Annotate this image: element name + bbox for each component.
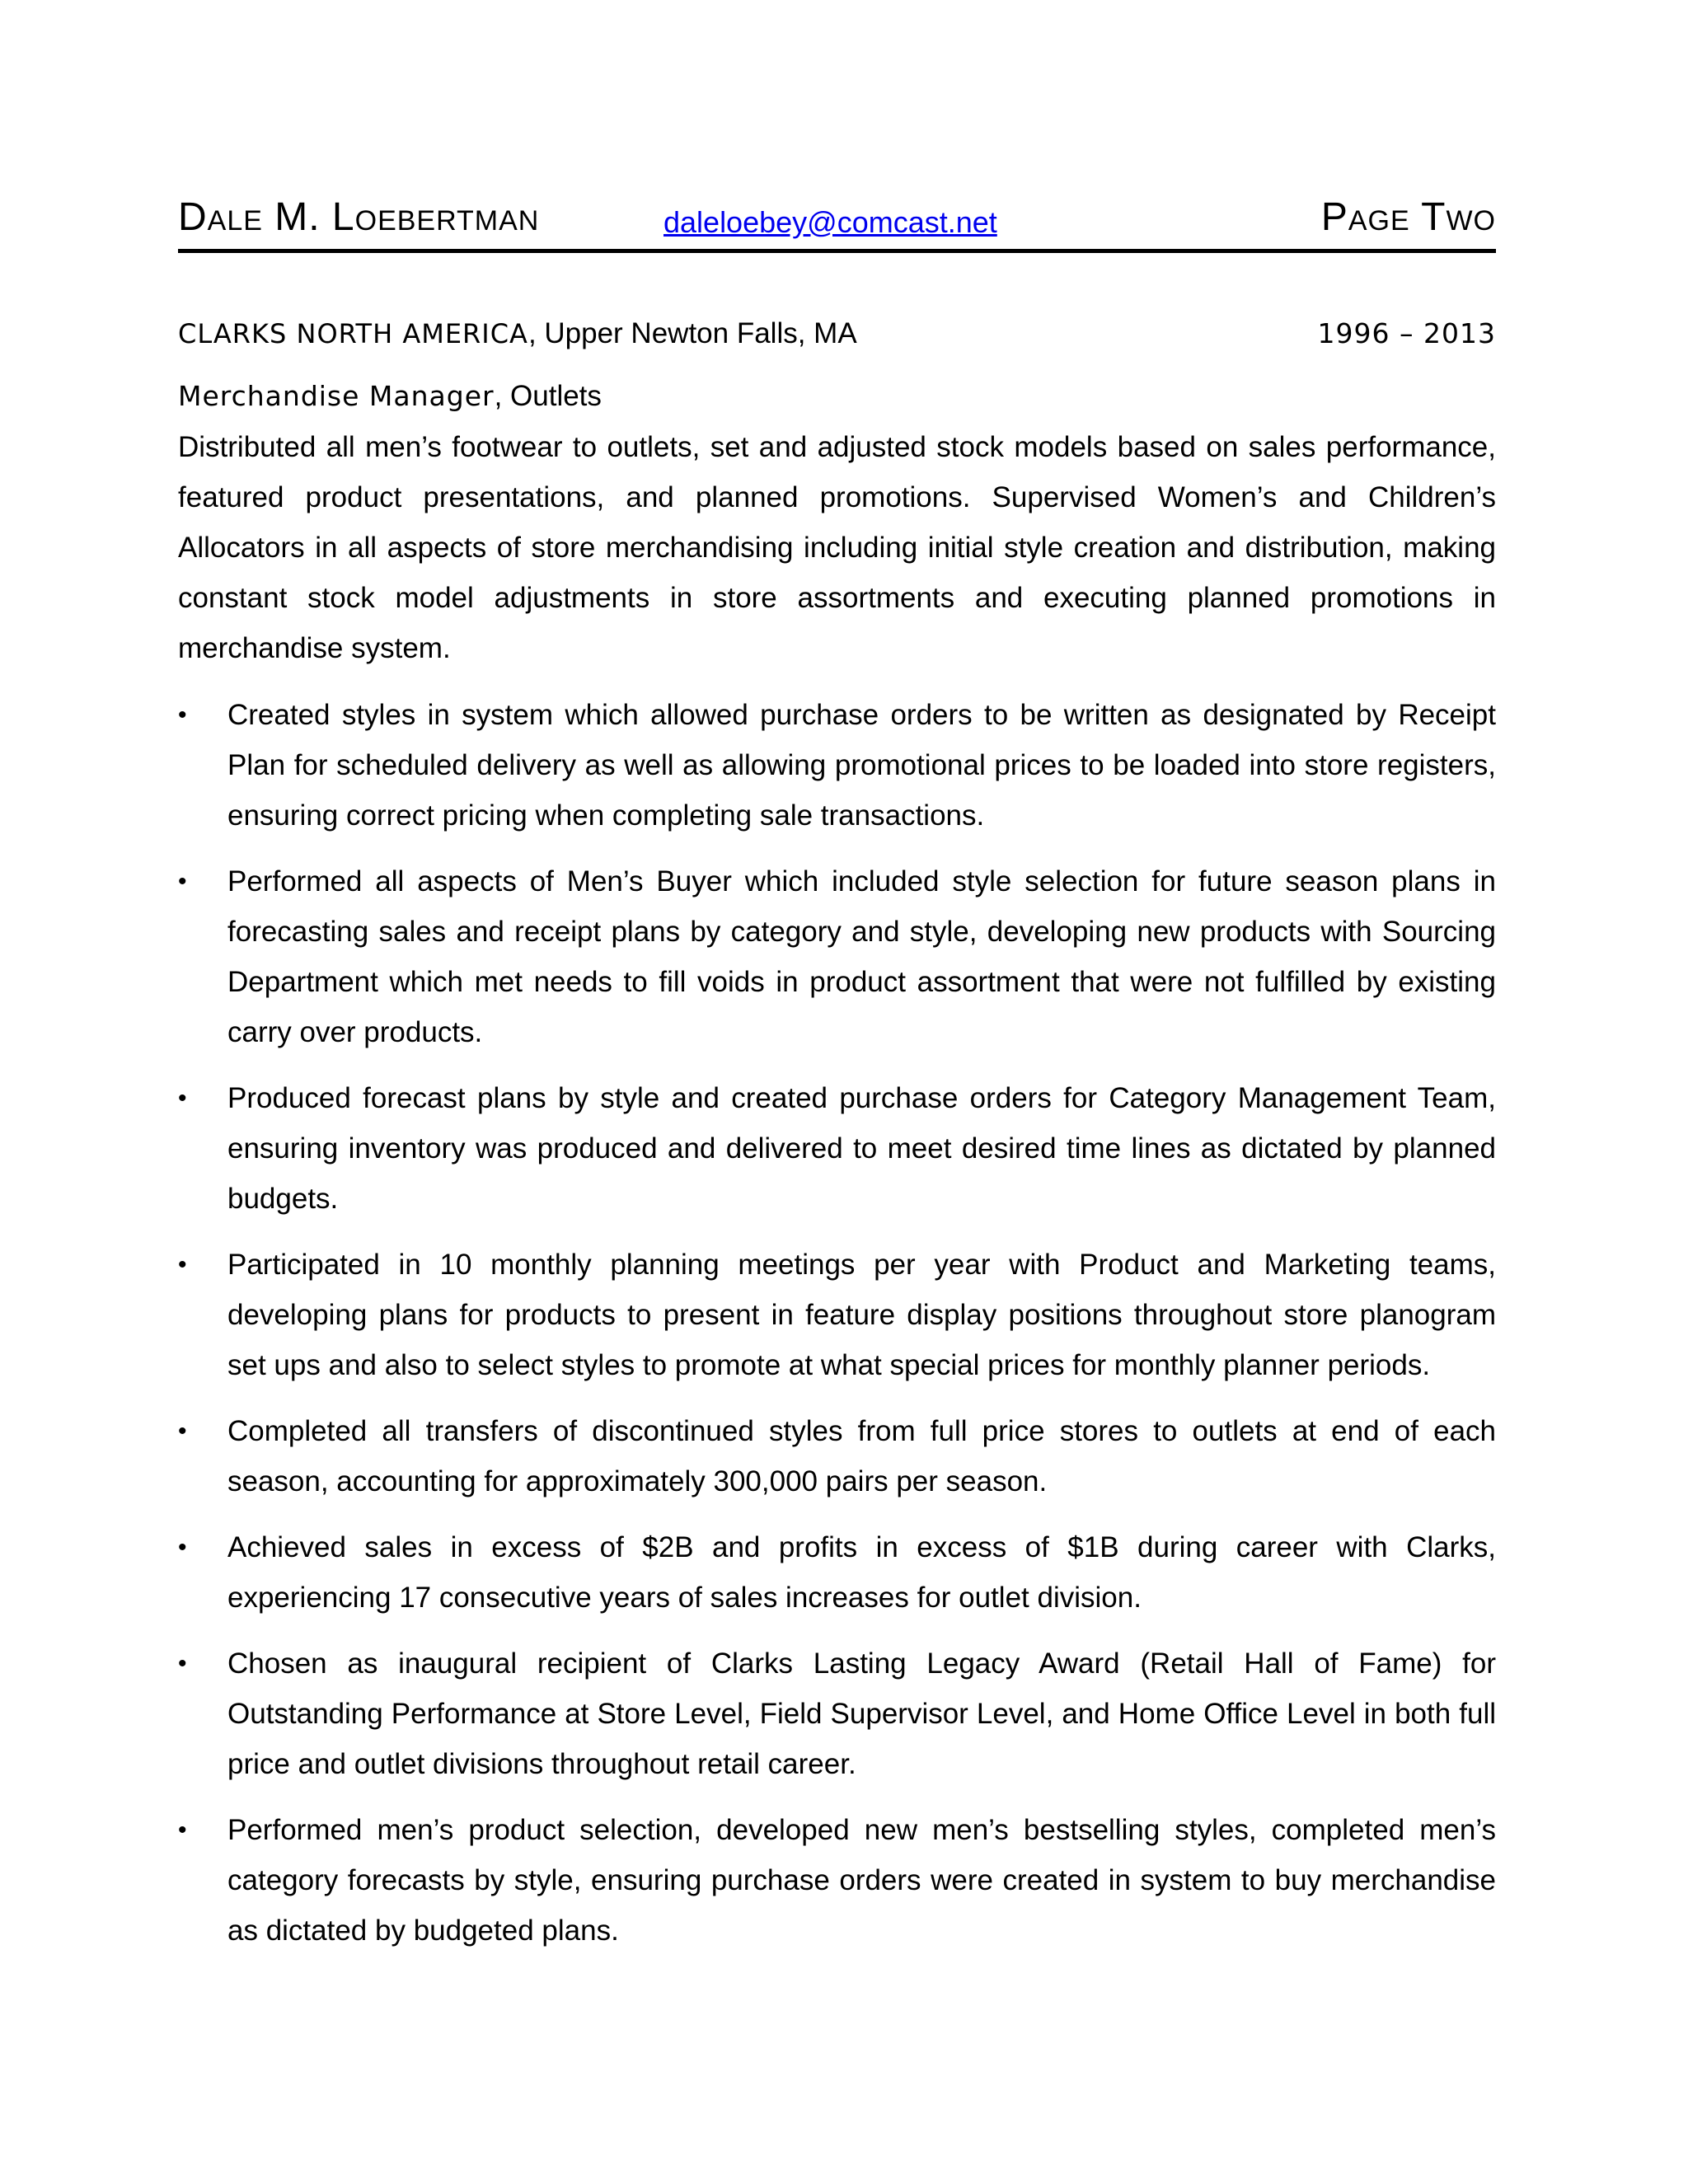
list-item xyxy=(178,1805,1496,1956)
list-item xyxy=(178,1406,1496,1507)
page-content xyxy=(178,194,1496,1971)
list-item-text: Created styles in system which allowed purchase orders to be written as designated by Receipt Plan for scheduled delivery as well as allowing promotional prices to be loaded into store registers, ensuring correct pricing when completing sale transactions. xyxy=(227,699,1496,832)
job-title: Merchandise Manager xyxy=(178,380,495,412)
bullet-icon: • xyxy=(178,868,187,895)
list-item xyxy=(178,690,1496,841)
list-item xyxy=(178,1522,1496,1623)
role-line xyxy=(178,377,1496,415)
list-item xyxy=(178,1073,1496,1224)
company-line xyxy=(178,315,1496,353)
bullet-icon: • xyxy=(178,1251,187,1278)
page-header xyxy=(178,194,1496,253)
bullet-icon: • xyxy=(178,1534,187,1561)
list-item-text: Performed men’s product selection, developed new men’s bestselling styles, completed men’s category forecasts by style, ensuring purchase orders were created in system to buy merchandise as dictated by budgeted plans. xyxy=(227,1814,1496,1947)
bullet-icon: • xyxy=(178,701,187,729)
list-item xyxy=(178,1638,1496,1789)
bullet-icon: • xyxy=(178,1816,187,1844)
company-name: CLARKS NORTH AMERICA xyxy=(178,318,528,349)
bullet-icon: • xyxy=(178,1650,187,1677)
employment-years: 1996 – 2013 xyxy=(1317,317,1496,349)
candidate-name: Dale M. Loebertman xyxy=(178,195,540,239)
company-location: , Upper Newton Falls, MA xyxy=(528,317,857,349)
achievement-list xyxy=(178,690,1496,1956)
list-item xyxy=(178,856,1496,1057)
list-item xyxy=(178,1240,1496,1390)
list-item-text: Achieved sales in excess of $2B and profits in excess of $1B during career with Clarks, experiencing 17 consecutive years of sales increases for outlet division. xyxy=(227,1531,1496,1614)
list-item-text: Performed all aspects of Men’s Buyer which included style selection for future season plans in forecasting sales and receipt plans by category and style, developing new products with Sourcing Department which met needs to fill voids in product assortment that were not fulfilled by existing carry over products. xyxy=(227,865,1496,1048)
page-number-label: Page Two xyxy=(1320,195,1496,239)
list-item-text: Participated in 10 monthly planning meetings per year with Product and Marketing teams, developing plans for products to present in feature display positions throughout store planogram set ups and also to select styles to promote at what special prices for monthly planner periods. xyxy=(227,1249,1496,1381)
job-title-detail: , Outlets xyxy=(494,380,602,412)
list-item-text: Chosen as inaugural recipient of Clarks Lasting Legacy Award (Retail Hall of Fame) for Outstanding Performance at Store Level, Field Supervisor Level, and Home Office Level in both full price and outlet divisions throughout retail career. xyxy=(227,1647,1496,1780)
list-item-text: Produced forecast plans by style and created purchase orders for Category Management Team, ensuring inventory was produced and delivered to meet desired time lines as dictated by planned budgets. xyxy=(227,1082,1496,1215)
bullet-icon: • xyxy=(178,1418,187,1445)
bullet-icon: • xyxy=(178,1085,187,1112)
list-item-text: Completed all transfers of discontinued styles from full price stores to outlets at end of each season, accounting for approximately 300,000 pairs per season. xyxy=(227,1415,1496,1497)
role-summary: Distributed all men’s footwear to outlets, set and adjusted stock models based on sales performance, featured product presentations, and planned promotions. Supervised Women’s and Children’s Allocators in all aspects of store merchandising including initial style creation and distribution, making constant stock model adjustments in store assortments and executing planned promotions in merchandise system. xyxy=(178,431,1496,664)
email-link[interactable]: daleloebey@comcast.net xyxy=(663,205,997,239)
